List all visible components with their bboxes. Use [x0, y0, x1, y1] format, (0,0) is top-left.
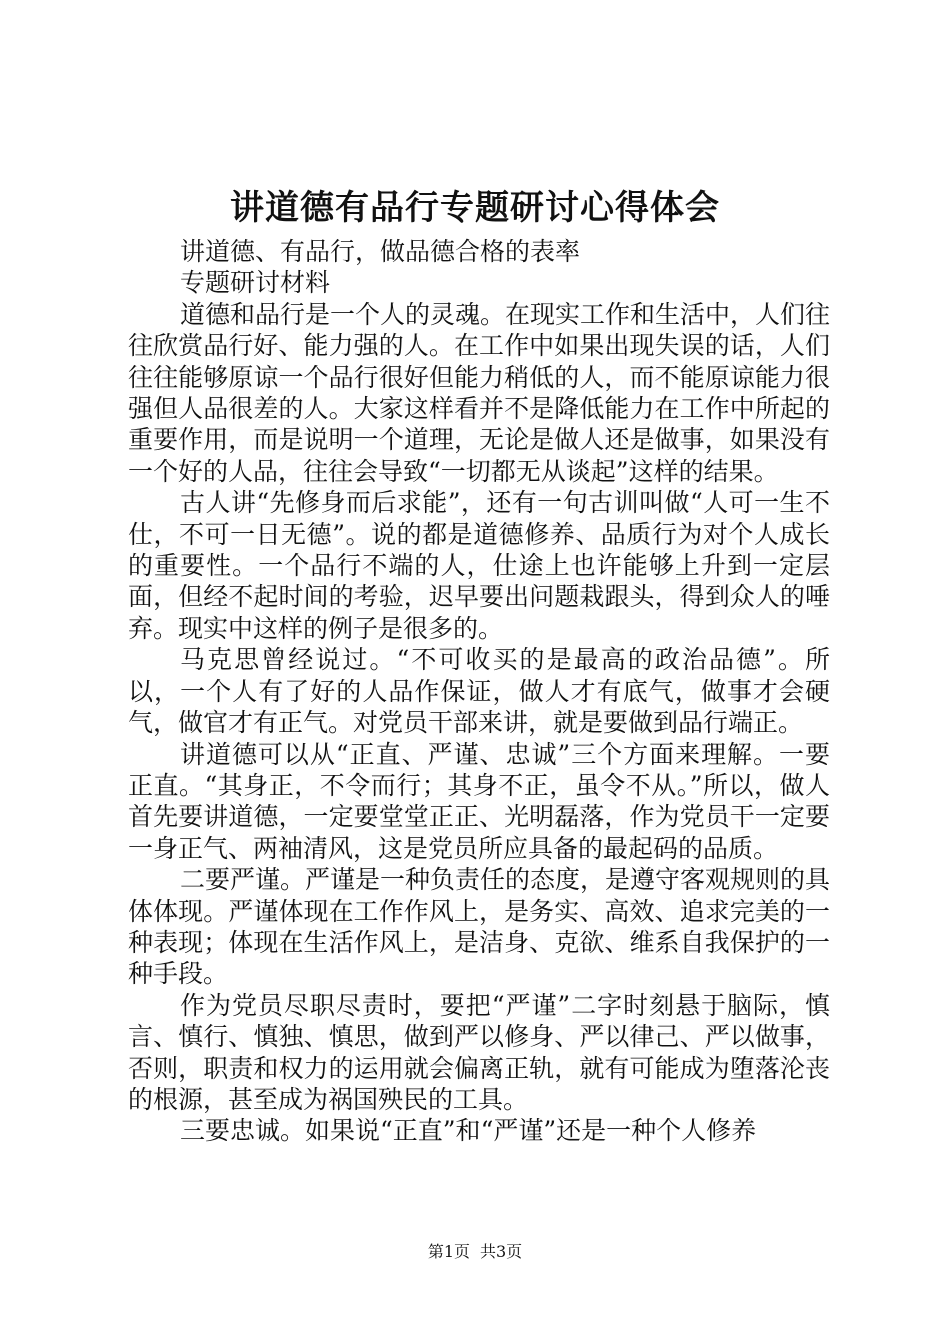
body-paragraph: 二要严谨。严谨是一种负责任的态度，是遵守客观规则的具体体现。严谨体现在工作作风上，是务实、高效、追求完美的一种表现；体现在生活作风上，是洁身、克欲、维系自我保护的一种手段。: [128, 865, 831, 989]
body-paragraph: 讲道德可以从“正直、严谨、忠诚”三个方面来理解。一要正直。“其身正，不令而行；其身不正，虽令不从。”所以，做人首先要讲道德，一定要堂堂正正、光明磊落，作为党员干一定要一身正气、两袖清风，这是党员所应具备的最起码的品质。: [128, 739, 830, 863]
page-total: 共3页: [480, 1242, 523, 1261]
body-paragraph: 作为党员尽职尽责时，要把“严谨”二字时刻悬于脑际，慎言、慎行、慎独、慎思，做到严以修身、严以律己、严以做事，否则，职责和权力的运用就会偏离正轨，就有可能成为堕落沦丧的根源，甚至成为祸国殃民的工具。: [128, 990, 830, 1114]
subtitle-line: 讲道德、有品行，做品德合格的表率: [180, 237, 581, 266]
body-paragraph: 三要忠诚。如果说“正直”和“严谨”还是一种个人修养: [180, 1116, 757, 1146]
body-paragraph: 道德和品行是一个人的灵魂。在现实工作和生活中，人们往往欣赏品行好、能力强的人。在工作中如果出现失误的话，人们往往能够原谅一个品行很好但能力稍低的人，而不能原谅能力很强但人品很差的人。大家这样看并不是降低能力在工作中所起的重要作用，而是说明一个道理，无论是做人还是做事，如果没有一个好的人品，往往会导致“一切都无从谈起”这样的结果。: [128, 299, 831, 486]
document-body: [128, 236, 830, 1147]
subtitle-line: 专题研讨材料: [180, 268, 331, 298]
document-title: 讲道德有品行专题研讨心得体会: [230, 188, 720, 228]
body-paragraph: 古人讲“先修身而后求能”，还有一句古训叫做“人可一生不仕，不可一日无德”。说的都是道德修养、品质行为对个人成长的重要性。一个品行不端的人，仕途上也许能够上升到一定层面，但经不起时间的考验，迟早要出问题栽跟头，得到众人的唾弃。现实中这样的例子是很多的。: [128, 488, 830, 643]
page-footer: [0, 1240, 950, 1264]
body-paragraph: 马克思曾经说过。“不可收买的是最高的政治品德”。所以，一个人有了好的人品作保证，做人才有底气，做事才会硬气，做官才有正气。对党员干部来讲，就是要做到品行端正。: [128, 645, 830, 738]
page-number: 第1页: [427, 1242, 470, 1261]
